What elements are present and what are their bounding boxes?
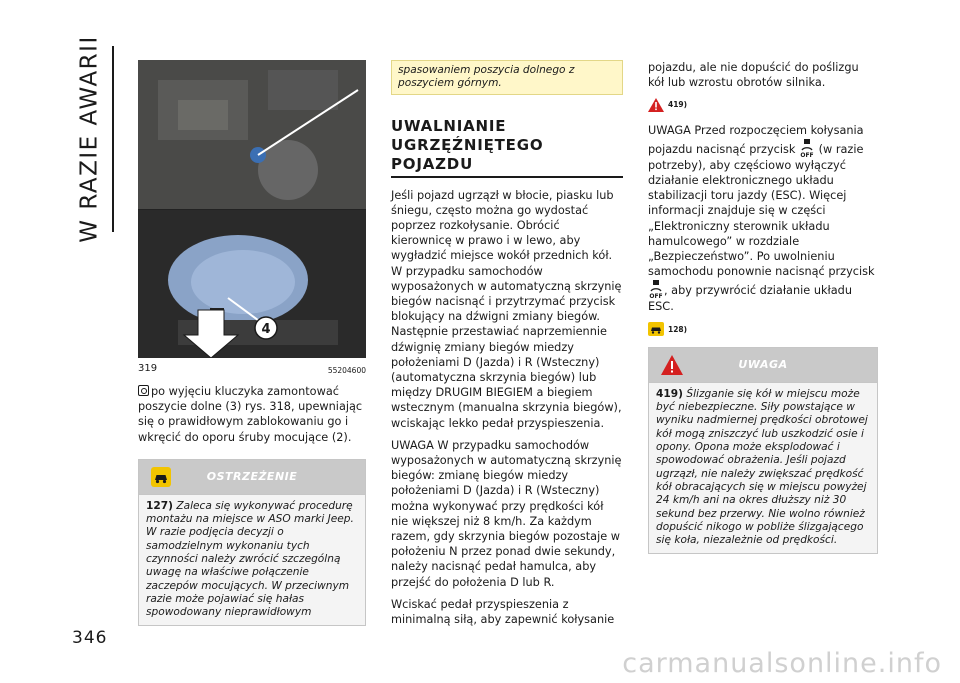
warning-text: Zaleca się wykonywać procedurę montażu na miejsce w ASO marki Jeep. W razie podjęcia decyzji o samodzielnym wykonaniu tych czynności należy zwrócić szczególną uwagę na właściwe połączenie zaczepów mocujących. W przeciwnym razie może pojawiać się hałas spowodowany nieprawidłowym xyxy=(146,499,354,619)
paragraph-2: UWAGA W przypadku samochodów wyposażonych w automatyczną skrzynię biegów: zmianę biegów miedzy położeniami D (Jazda) i R (Wsteczny) można wykonywać przy prędkości kół nie większej niż 8 km/h. Za każdym razem, gdy skrzynia biegów pozostaje w położeniu N przez ponad dwie sekundy, należy nacisnąć pedał hamulca, aby przejść do położenia D lub R. xyxy=(391,438,622,589)
esc-off-icon xyxy=(648,279,664,299)
paragraph-continued: pojazdu, ale nie dopuścić do poślizgu kół lub wzrostu obrotów silnika. xyxy=(648,61,859,90)
attention-title: UWAGA xyxy=(738,358,788,372)
paragraph-1: Jeśli pojazd ugrzązł w błocie, piasku lub śniegu, często można go wydostać poprzez rozkołysanie. Obrócić kierownicę w prawo i w lewo, aby wygładzić miejsce wokół przednich kół. W przypadku samochodów wyposażonych w automatyczną skrzynię biegów nacisnąć i przytrzymać przycisk blokujący na dźwigni zmiany biegów. Następnie przestawiać naprzemiennie dźwignię zmiany biegów miedzy położeniami D (Jazda) i R (Wsteczny) (automatyczna skrzynia biegów) lub między DRUGIM BIEGIEM a biegiem wstecznym (manualna skrzynia biegów), wciskając lekko pedał przyspieszenia. xyxy=(391,188,622,430)
figure-photo xyxy=(138,60,366,358)
attention-box xyxy=(648,347,878,555)
warning-title: OSTRZEŻENIE xyxy=(206,470,298,484)
danger-triangle-icon xyxy=(648,98,664,112)
warning-ref-128: 128) xyxy=(648,322,878,337)
column-2 xyxy=(391,60,623,634)
column-1 xyxy=(138,60,366,626)
warning-ref-419: 419) xyxy=(648,97,878,112)
section-title: W RAZIE AWARII xyxy=(77,35,103,243)
esc-off-icon xyxy=(799,138,815,158)
paragraph-esc: UWAGA Przed rozpoczęciem kołysania pojazdu nacisnąć przycisk OFF (w razie potrzeby), aby częściowo wyłączyć działanie elektronicznego układu stabilizacji toru jazdy (ESC). Więcej informacji znajduje się w części „Elektroniczny sterownik układu hamulcowego” w rozdziale „Bezpieczeństwo”. Po uwolnieniu samochodu ponownie nacisnąć przycisk OFF , aby przywrócić działanie układu ESC. xyxy=(648,123,875,314)
warning-box xyxy=(138,459,366,627)
warning-number: 127) xyxy=(146,499,173,512)
svg-text:OFF: OFF xyxy=(800,151,814,158)
section-heading: UWALNIANIE UGRZĘŹNIĘTEGO POJAZDU xyxy=(391,117,623,178)
section-rule xyxy=(112,46,114,232)
page-number: 346 xyxy=(72,628,108,648)
car-warning-icon xyxy=(151,467,171,487)
car-caution-icon xyxy=(648,322,664,336)
key-off-icon xyxy=(138,385,149,396)
svg-text:OFF: OFF xyxy=(649,293,663,300)
danger-triangle-icon xyxy=(661,355,683,375)
figure-code: 55204600 xyxy=(327,366,366,375)
figure-callout: 4 xyxy=(261,322,271,337)
column-3 xyxy=(648,60,878,554)
paragraph-reassembly: po wyjęciu kluczyka zamontować poszycie dolne (3) rys. 318, upewniając się o prawidłowym zablokowaniu go i wkręcić do oporu śruby mocujące (2). xyxy=(138,385,363,444)
engine-bay-photo xyxy=(138,60,366,358)
figure-number: 319 xyxy=(138,363,158,374)
attention-number: 419) xyxy=(656,387,683,400)
paragraph-3: Wciskać pedał przyspieszenia z minimalną siłą, aby zapewnić kołysanie xyxy=(391,597,615,627)
continued-note: spasowaniem poszycia dolnego z poszyciem górnym. xyxy=(391,60,623,95)
attention-text: Ślizganie się kół w miejscu może być niebezpieczne. Siły powstające w wyniku nadmiernej prędkości obrotowej kół mogą zniszczyć lub uszkodzić osie i opony. Opona może eksplodować i spowodować obrażenia. Jeśli pojazd ugrzązł, nie należy zwiększać prędkość kół obracających się w miejscu powyżej 24 km/h ani na okres dłuższy niż 30 sekund bez przerwy. Nie wolno również dopuścić nikogo w pobliże ślizgającego się koła, niezależnie od prędkości. xyxy=(656,387,868,547)
watermark: carmanualsonline.info xyxy=(622,648,942,679)
